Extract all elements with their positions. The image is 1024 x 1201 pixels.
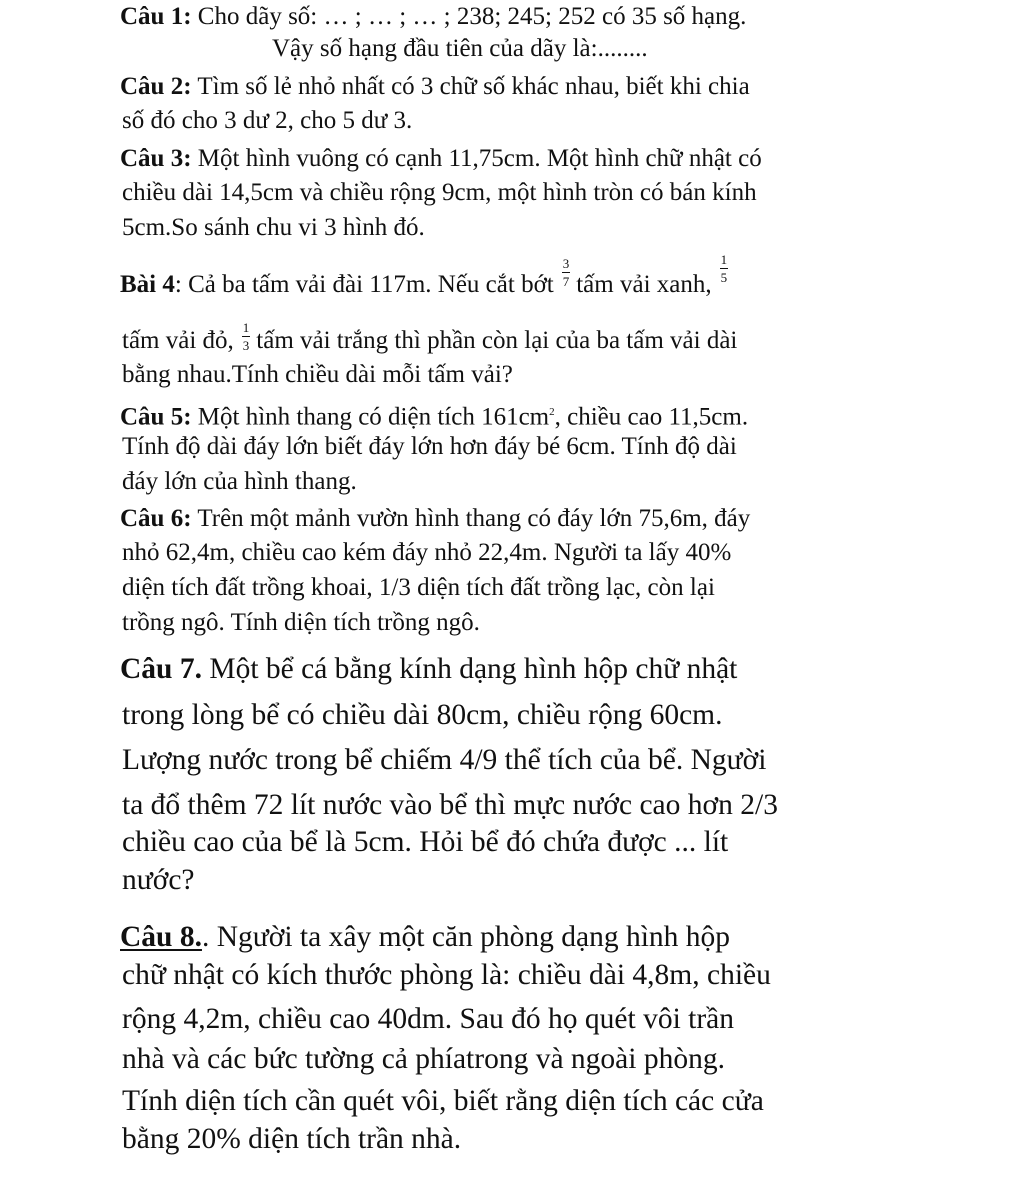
q4-text-2b: tấm vải trắng thì phần còn lại của ba tấm vải dài — [256, 327, 738, 354]
q8-line-2: chữ nhật có kích thước phòng là: chiều dài 4,8m, chiều — [122, 959, 771, 991]
q6-line-3: diện tích đất trồng khoai, 1/3 diện tích đất trồng lạc, còn lại — [122, 574, 715, 601]
q6-label: Câu 6: — [120, 505, 192, 532]
q8-label: Câu 8. — [120, 921, 202, 953]
q8-line-3: rộng 4,2m, chiều cao 40dm. Sau đó họ quét vôi trần — [122, 1003, 735, 1035]
q3-text-1: Một hình vuông có cạnh 11,75cm. Một hình chữ nhật có — [197, 145, 762, 172]
q4-text-1a: : Cả ba tấm vải đài 117m. Nếu cắt bớt — [174, 271, 554, 298]
q7-line-2: trong lòng bể có chiều dài 80cm, chiều rộng 60cm. — [122, 699, 723, 731]
q4-line-1 — [120, 251, 734, 302]
q4-line-3: bằng nhau.Tính chiều dài mỗi tấm vải? — [122, 361, 513, 388]
q2-line-2: số đó cho 3 dư 2, cho 5 dư 3. — [122, 107, 413, 134]
fraction-3-7: $\frac{3}{7}$ — [562, 255, 570, 289]
q6-text-1: Trên một mảnh vườn hình thang có đáy lớn 75,6m, đáy — [197, 505, 751, 532]
q6-line-2: nhỏ 62,4m, chiều cao kém đáy nhỏ 22,4m. Người ta lấy 40% — [122, 539, 732, 566]
q5-text-1a: Một hình thang có diện tích 161cm — [197, 403, 550, 431]
q2-line-1 — [120, 72, 750, 102]
q4-label: Bài 4 — [120, 271, 175, 298]
q8-line-5: Tính diện tích cần quét vôi, biết rằng diện tích các cửa — [122, 1085, 764, 1117]
q5-line-3: đáy lớn của hình thang. — [122, 468, 357, 495]
q3-line-2: chiều dài 14,5cm và chiều rộng 9cm, một hình tròn có bán kính — [122, 179, 757, 206]
q4-line-2 — [122, 319, 738, 358]
q8-text-1: . Người ta xây một căn phòng dạng hình hộp — [201, 921, 731, 953]
q1-line-2: Vậy số hạng đầu tiên của dãy là:........ — [272, 35, 648, 62]
q7-line-3: Lượng nước trong bể chiếm 4/9 thể tích của bể. Người — [122, 744, 767, 776]
q3-label: Câu 3: — [120, 145, 192, 172]
q8-line-6: bằng 20% diện tích trần nhà. — [122, 1123, 462, 1155]
q1-line-1 — [120, 2, 746, 32]
q7-text-1: Một bể cá bằng kính dạng hình hộp chữ nhật — [209, 653, 738, 685]
q6-line-1 — [120, 504, 750, 534]
q7-line-1 — [120, 652, 737, 686]
q1-label: Câu 1: — [120, 3, 192, 30]
q3-line-3: 5cm.So sánh chu vi 3 hình đó. — [122, 214, 425, 241]
fraction-1-3: $\frac{1}{3}$ — [242, 319, 250, 353]
q3-line-1 — [120, 144, 762, 174]
q7-label: Câu 7. — [120, 653, 202, 685]
q4-text-2a: tấm vải đỏ, — [122, 327, 234, 354]
q2-label: Câu 2: — [120, 73, 192, 100]
q5-superscript: 2 — [549, 406, 555, 418]
q4-text-1b: tấm vải xanh, — [576, 271, 712, 298]
q7-line-6: nước? — [122, 864, 195, 896]
q5-line-2: Tính độ dài đáy lớn biết đáy lớn hơn đáy bé 6cm. Tính độ dài — [122, 433, 737, 460]
q7-line-5: chiều cao của bể là 5cm. Hỏi bể đó chứa được ... lít — [122, 826, 729, 858]
q5-text-1b: , chiều cao 11,5cm. — [554, 403, 749, 431]
q8-line-1 — [120, 920, 730, 954]
fraction-1-5: $\frac{1}{5}$ — [720, 251, 728, 285]
q8-line-4: nhà và các bức tường cả phíatrong và ngoài phòng. — [122, 1043, 725, 1075]
q5-line-1 — [120, 397, 748, 432]
q7-line-4: ta đổ thêm 72 lít nước vào bể thì mực nước cao hơn 2/3 — [122, 789, 778, 821]
q2-text-1: Tìm số lẻ nhỏ nhất có 3 chữ số khác nhau, biết khi chia — [197, 73, 750, 100]
q5-label: Câu 5: — [120, 403, 192, 431]
q6-line-4: trồng ngô. Tính diện tích trồng ngô. — [122, 609, 480, 636]
q1-text-1: Cho dãy số: … ; … ; … ; 238; 245; 252 có 35 số hạng. — [197, 3, 747, 30]
